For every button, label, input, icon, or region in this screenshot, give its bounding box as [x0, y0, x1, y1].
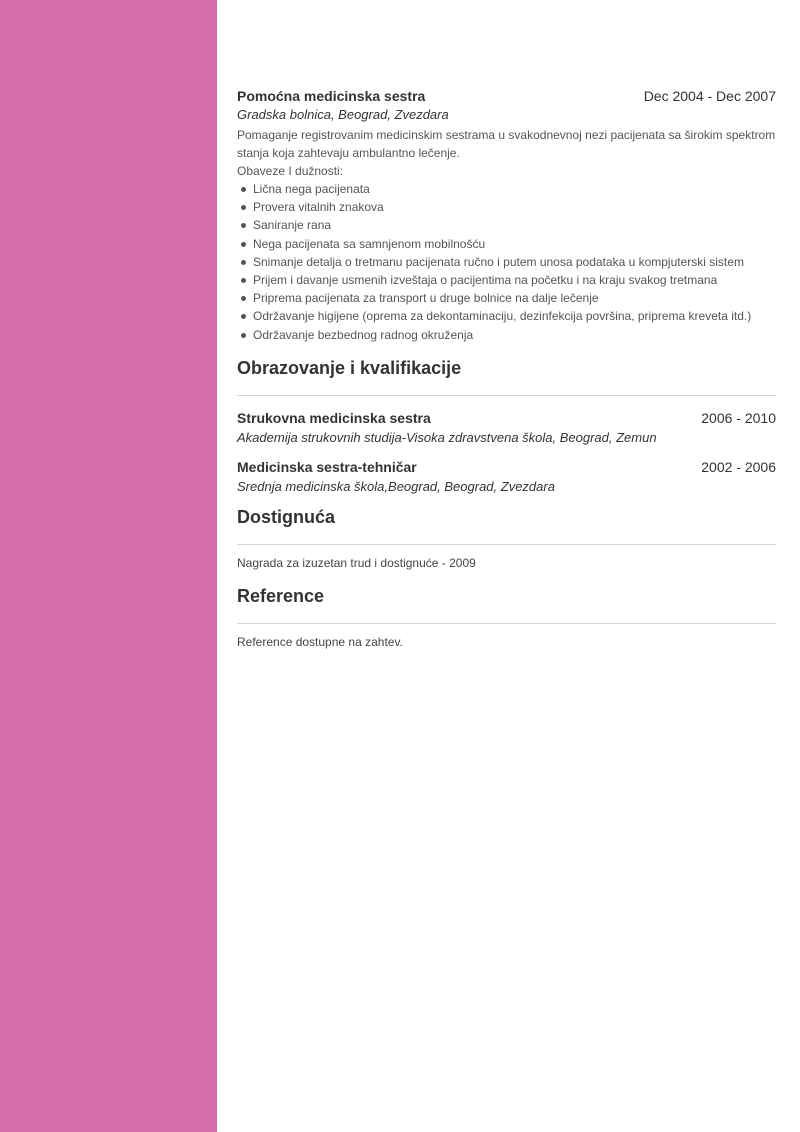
section-divider — [237, 544, 776, 545]
achievements-section — [237, 507, 776, 570]
experience-header — [237, 88, 776, 104]
duty-item: Održavanje bezbednog radnog okruženja — [237, 326, 776, 344]
education-title: Medicinska sestra-tehničar — [237, 458, 417, 475]
education-entry — [237, 459, 776, 494]
duty-item: Priprema pacijenata za transport u druge bolnice na dalje lečenje — [237, 289, 776, 307]
duty-item: Saniranje rana — [237, 216, 776, 234]
achievement-text: Nagrada za izuzetan trud i dostignuće - 2009 — [237, 555, 476, 570]
duty-item: Snimanje detalja o tretmanu pacijenata ručno i putem unosa podataka u kompjuterski sistem — [237, 253, 776, 271]
duty-item: Održavanje higijene (oprema za dekontaminaciju, dezinfekcija površina, priprema kreveta itd.) — [237, 307, 776, 325]
job-employer: Gradska bolnica, Beograd, Zvezdara — [237, 107, 449, 122]
education-title: Strukovna medicinska sestra — [237, 409, 431, 426]
job-dates: Dec 2004 - Dec 2007 — [643, 88, 776, 104]
resume-main-content — [237, 88, 776, 649]
section-divider — [237, 395, 776, 396]
education-header — [237, 410, 776, 426]
sidebar-panel — [0, 0, 217, 1132]
duties-list — [237, 180, 776, 344]
education-section — [237, 358, 776, 494]
section-divider — [237, 623, 776, 624]
education-years: 2006 - 2010 — [701, 409, 776, 426]
duty-item: Provera vitalnih znakova — [237, 198, 776, 216]
education-entry — [237, 410, 776, 445]
education-heading: Obrazovanje i kvalifikacije — [237, 357, 462, 378]
job-title: Pomoćna medicinska sestra — [237, 88, 426, 104]
duty-item: Lična nega pacijenata — [237, 180, 776, 198]
education-years: 2002 - 2006 — [701, 458, 776, 475]
references-heading: Reference — [237, 585, 325, 606]
education-school: Akademija strukovnih studija-Visoka zdravstvena škola, Beograd, Zemun — [237, 429, 657, 445]
experience-entry — [237, 88, 776, 344]
references-section — [237, 586, 776, 649]
job-description: Pomaganje registrovanim medicinskim sestrama u svakodnevnoj nezi pacijenata sa širokim spektrom stanja koja zahtevaju ambulantno lečenje. — [237, 128, 776, 160]
education-school: Srednja medicinska škola,Beograd, Beograd, Zvezdara — [237, 478, 555, 494]
education-header — [237, 459, 776, 475]
duty-item: Nega pacijenata sa samnjenom mobilnošću — [237, 235, 776, 253]
duty-item: Prijem i davanje usmenih izveštaja o pacijentima na početku i na kraju svakog tretmana — [237, 271, 776, 289]
achievements-heading: Dostignuća — [237, 506, 336, 527]
duties-label: Obaveze I dužnosti: — [237, 164, 344, 178]
references-text: Reference dostupne na zahtev. — [237, 634, 403, 649]
